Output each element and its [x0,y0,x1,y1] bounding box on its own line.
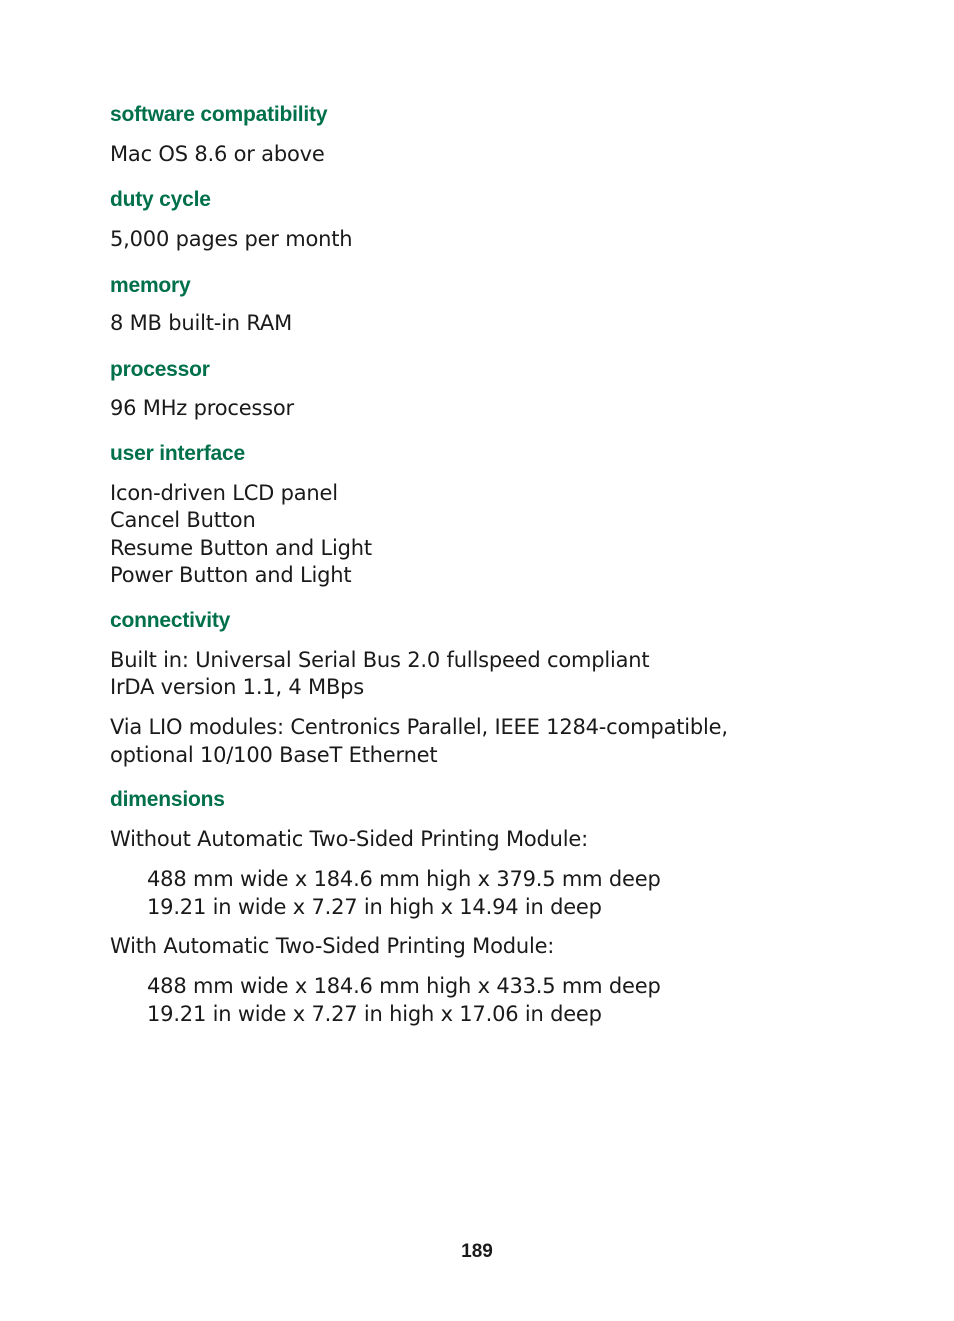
dimensions-without-label: Without Automatic Two-Sided Printing Module: [110,827,588,851]
processor-value: 96 MHz processor [110,396,294,420]
connectivity-line: Via LIO modules: Centronics Parallel, IEEE 1284-compatible, [110,715,728,739]
software-compatibility-value: Mac OS 8.6 or above [110,142,325,166]
user-interface-line: Icon-driven LCD panel [110,481,338,505]
heading-dimensions: dimensions [110,788,225,811]
dimensions-with-line: 19.21 in wide x 7.27 in high x 17.06 in deep [147,1002,602,1026]
heading-software-compatibility: software compatibility [110,103,328,126]
heading-processor: processor [110,358,210,381]
heading-user-interface: user interface [110,442,245,465]
page-number: 189 [461,1241,493,1262]
user-interface-line: Power Button and Light [110,563,352,587]
dimensions-without-line: 19.21 in wide x 7.27 in high x 14.94 in deep [147,895,602,919]
duty-cycle-value: 5,000 pages per month [110,227,353,251]
user-interface-line: Resume Button and Light [110,536,372,560]
connectivity-line: IrDA version 1.1, 4 MBps [110,675,365,699]
dimensions-with-line: 488 mm wide x 184.6 mm high x 433.5 mm deep [147,974,661,998]
connectivity-line: optional 10/100 BaseT Ethernet [110,743,438,767]
heading-memory: memory [110,274,191,297]
heading-duty-cycle: duty cycle [110,188,211,211]
connectivity-line: Built in: Universal Serial Bus 2.0 fullspeed compliant [110,648,650,672]
heading-connectivity: connectivity [110,609,231,632]
memory-value: 8 MB built-in RAM [110,311,293,335]
dimensions-with-label: With Automatic Two-Sided Printing Module: [110,934,555,958]
user-interface-line: Cancel Button [110,508,256,532]
dimensions-without-line: 488 mm wide x 184.6 mm high x 379.5 mm deep [147,867,661,891]
